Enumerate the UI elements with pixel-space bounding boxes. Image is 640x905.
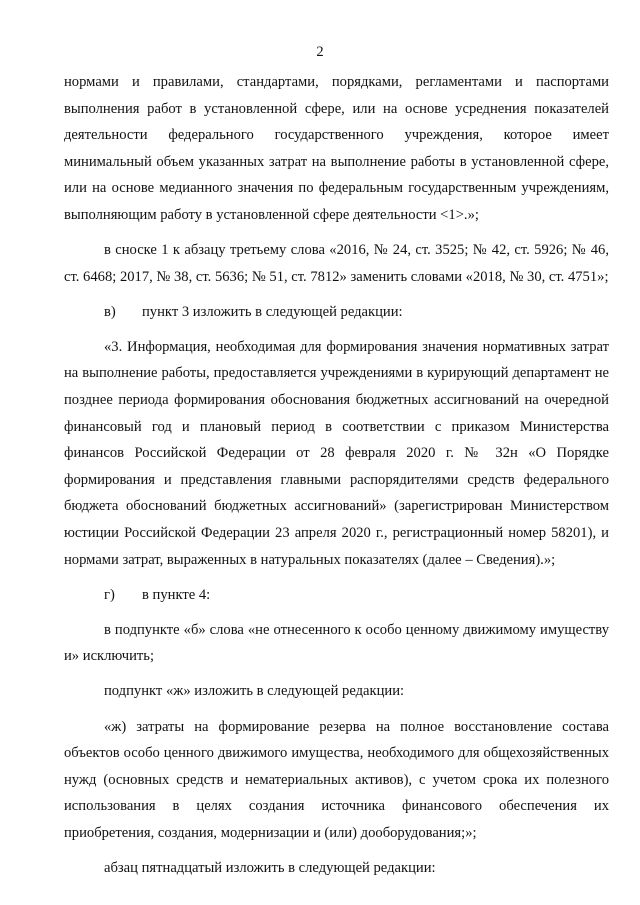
list-marker: в) <box>104 303 116 320</box>
paragraph-subitem-b <box>64 617 609 670</box>
paragraph-text: в пункте 4: <box>142 586 211 603</box>
paragraph-text: в подпункте «б» слова «не отнесенного к особо ценному движимому имуществу и» исключить; <box>64 621 609 665</box>
paragraph-subitem-zh-intro <box>64 678 609 705</box>
list-marker: г) <box>104 586 115 603</box>
paragraph-clause-3 <box>64 334 609 573</box>
paragraph-subitem-zh <box>64 714 609 847</box>
paragraph-continuation <box>64 69 609 229</box>
paragraph-item-g <box>64 582 609 609</box>
paragraph-item-v <box>64 299 609 326</box>
paragraph-text: «ж) затраты на формирование резерва на полное восстановление состава объектов особо ценного движимого имущества, необходимого для общехозяйственных нужд (основных средств и нематериальных активов), с учетом срока их полезного использования в целях создания источника финансового обеспечения их приобретения, создания, модернизации и (или) дооборудования;»; <box>64 718 609 841</box>
paragraph-fifteenth-abzac <box>64 855 609 882</box>
paragraph-text: пункт 3 изложить в следующей редакции: <box>142 303 403 320</box>
paragraph-footnote-amendment <box>64 237 609 290</box>
paragraph-text: «3. Информация, необходимая для формирования значения нормативных затрат на выполнение работы, предоставляется учреждениями в курирующий департамент не позднее периода формирования обоснования бюджетных ассигнований на очередной финансовый год и плановый период в соответствии с приказом Министерства финансов Российской Федерации от 28 февраля 2020 г. № 32н «О Порядке формирования и представления главными распорядителями средств федерального бюджета обоснований бюджетных ассигнований» (зарегистрирован Министерством юстиции Российской Федерации 23 апреля 2020 г., регистрационный номер 58201), и нормами затрат, выраженных в натуральных показателях (далее – Сведения).»; <box>64 338 609 568</box>
paragraph-text: абзац пятнадцатый изложить в следующей редакции: <box>104 860 436 877</box>
page-number: 2 <box>316 44 324 60</box>
document-body <box>64 69 609 890</box>
paragraph-text: нормами и правилами, стандартами, порядками, регламентами и паспортами выполнения работ в установленной сфере, или на основе усреднения показателей деятельности федерального государственного учреждения, которое имеет минимальный объем указанных затрат на выполнение работы в установленной сфере, или на основе медианного значения по федеральным государственным учреждениям, выполняющим работу в установленной сфере деятельности <1>.»; <box>64 74 609 223</box>
paragraph-text: в сноске 1 к абзацу третьему слова «2016, № 24, ст. 3525; № 42, ст. 5926; № 46, ст. 6468; 2017, № 38, ст. 5636; № 51, ст. 7812» заменить словами «2018, № 30, ст. 4751»; <box>64 242 609 285</box>
paragraph-text: подпункт «ж» изложить в следующей редакции: <box>104 683 405 700</box>
